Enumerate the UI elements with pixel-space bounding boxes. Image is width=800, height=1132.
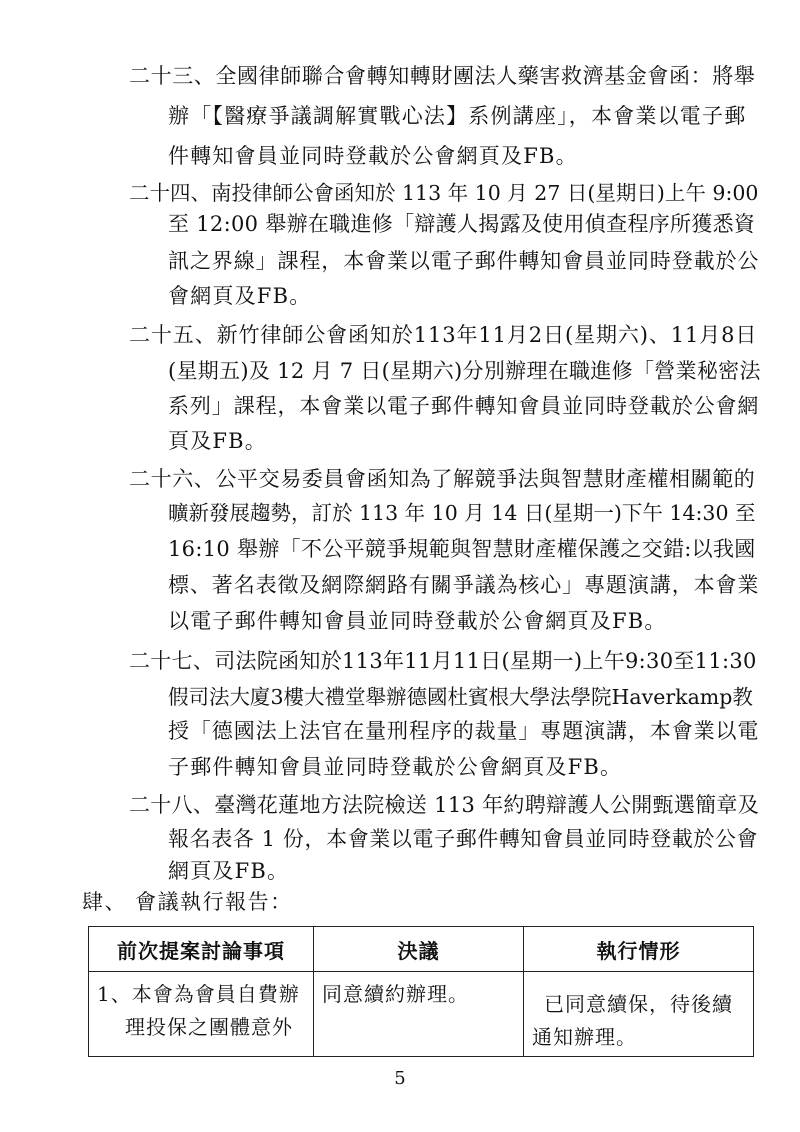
item-line: 系列」課程，本會業以電子郵件轉知會員並同時登載於公會網: [168, 394, 760, 418]
item-line: 網頁及FB。: [168, 859, 290, 883]
item-line: 會網頁及FB。: [168, 284, 312, 308]
item-line: 至 12:00 舉辦在職進修「辯護人揭露及使用偵查程序所獲悉資: [168, 212, 756, 236]
item-line: 辦「【醫療爭議調解實戰心法】系例講座」，本會業以電子郵: [168, 104, 747, 128]
item-line: 授「德國法上法官在量刑程序的裁量」專題演講，本會業以電: [168, 719, 760, 743]
item-line: 二十三、全國律師聯合會轉知轉財團法人藥害救濟基金會函：將舉: [129, 64, 756, 88]
section-heading: 肆、 會議執行報告：: [82, 890, 293, 914]
execution-cell: [524, 972, 754, 1057]
column-header: 執行情形: [524, 927, 754, 972]
item-line: 二十五、新竹律師公會函知於113年11月2日(星期六)、11月8日: [129, 323, 758, 347]
item-line: 二十六、公平交易委員會函知為了解競爭法與智慧財產權相關範的: [129, 467, 756, 491]
item-line: 報名表各 1 份，本會業以電子郵件轉知會員並同時登載於公會: [168, 827, 759, 851]
item-line: (星期五)及 12 月 7 日(星期六)分別辦理在職進修「營業秘密法: [168, 359, 761, 383]
item-line: 二十七、司法院函知於113年11月11日(星期一)上午9:30至11:30: [129, 649, 757, 673]
table-row: [89, 972, 754, 1057]
cell-line: 理投保之團體意外: [125, 1015, 293, 1039]
execution-report-table: [88, 926, 754, 1057]
item-line: 二十八、臺灣花蓮地方法院檢送 113 年約聘辯護人公開甄選簡章及: [129, 793, 760, 817]
item-line: 二十四、南投律師公會函知於 113 年 10 月 27 日(星期日)上午 9:00: [129, 181, 759, 205]
proposal-cell: [89, 972, 314, 1057]
cell-line: 已同意續保，待後續: [544, 992, 733, 1016]
item-line: 曠新發展趨勢，訂於 113 年 10 月 14 日(星期一)下午 14:30 至: [168, 501, 756, 525]
resolution-cell: [314, 972, 524, 1057]
item-line: 16:10 舉辦「不公平競爭規範與智慧財產權保護之交錯:以我國: [168, 537, 756, 561]
cell-line: 通知辦理。: [532, 1025, 637, 1049]
item-line: 以電子郵件轉知會員並同時登載於公會網頁及FB。: [168, 609, 667, 633]
item-line: 頁及FB。: [168, 429, 268, 453]
item-line: 子郵件轉知會員並同時登載於公會網頁及FB。: [168, 755, 623, 779]
cell-line: 同意續約辦理。: [322, 982, 469, 1006]
cell-line: 1、本會為會員自費辦: [97, 982, 300, 1006]
table-header-row: [89, 927, 754, 972]
item-line: 件轉知會員並同時登載於公會網頁及FB。: [168, 144, 578, 168]
column-header: 前次提案討論事項: [89, 927, 314, 972]
item-line: 假司法大廈3樓大禮堂舉辦德國杜賓根大學法學院Haverkamp教: [168, 685, 753, 709]
item-line: 訊之界線」課程，本會業以電子郵件轉知會員並同時登載於公: [168, 249, 760, 273]
column-header: 決議: [314, 927, 524, 972]
page-number: 5: [394, 1068, 406, 1089]
item-line: 標、著名表徵及網際網路有關爭議為核心」專題演講，本會業: [168, 573, 760, 597]
